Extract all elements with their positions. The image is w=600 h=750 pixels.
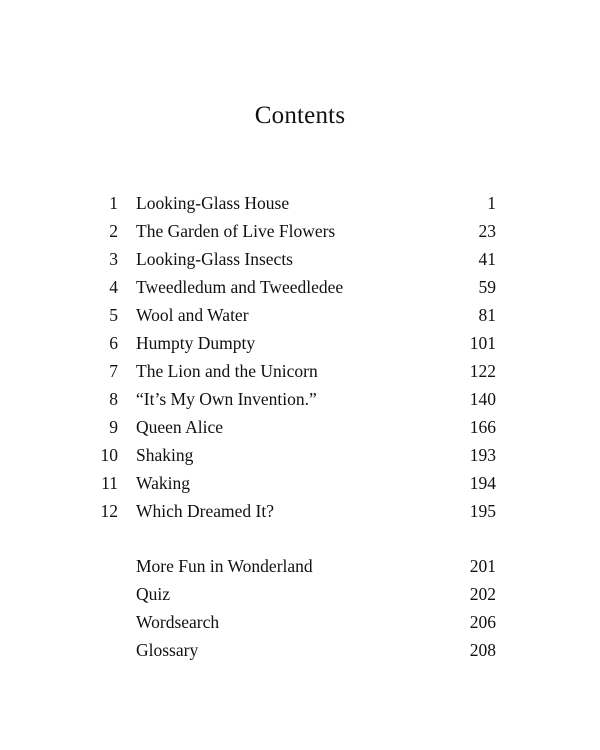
toc-row-chapter-9	[0, 413, 600, 441]
chapter-number: 11	[101, 473, 118, 493]
chapter-number: 5	[109, 305, 118, 325]
page-number: 81	[478, 305, 496, 325]
extra-title: More Fun in Wonderland	[136, 556, 313, 576]
chapter-number: 7	[109, 361, 118, 381]
chapter-title: The Lion and the Unicorn	[136, 361, 318, 381]
page-number: 208	[469, 640, 496, 660]
chapter-title: Tweedledum and Tweedledee	[136, 277, 344, 297]
page-title: Contents	[254, 102, 346, 129]
chapter-title: Looking-Glass House	[136, 193, 290, 213]
toc-row-extra-more-fun	[0, 552, 600, 580]
chapter-number: 2	[109, 221, 118, 241]
page-number: 202	[469, 584, 496, 604]
page-number: 1	[487, 193, 496, 213]
chapter-number: 9	[109, 417, 118, 437]
toc-row-chapter-7	[0, 357, 600, 385]
page-number: 140	[469, 389, 496, 409]
toc-row-extra-wordsearch	[0, 608, 600, 636]
page-number: 194	[469, 473, 496, 493]
toc-row-extra-glossary	[0, 636, 600, 664]
chapter-title: Wool and Water	[136, 305, 249, 325]
extra-title: Quiz	[136, 584, 171, 604]
toc-row-chapter-10	[0, 441, 600, 469]
toc-row-extra-quiz	[0, 580, 600, 608]
page-number: 41	[478, 249, 496, 269]
page-number: 195	[469, 501, 496, 521]
page-number: 23	[478, 221, 496, 241]
chapter-number: 10	[100, 445, 118, 465]
chapter-number: 1	[109, 193, 118, 213]
page-number: 206	[469, 612, 496, 632]
chapter-title: Humpty Dumpty	[136, 333, 256, 353]
extra-title: Wordsearch	[136, 612, 220, 632]
chapter-number: 3	[109, 249, 118, 269]
toc-row-chapter-2	[0, 217, 600, 245]
extra-title: Glossary	[136, 640, 199, 660]
toc-row-chapter-4	[0, 273, 600, 301]
page-number: 201	[469, 556, 496, 576]
chapter-title: Queen Alice	[136, 417, 223, 437]
page-number: 193	[469, 445, 496, 465]
chapter-title: Looking-Glass Insects	[136, 249, 293, 269]
chapter-list	[0, 189, 600, 525]
toc-row-chapter-1	[0, 189, 600, 217]
chapter-number: 6	[109, 333, 118, 353]
page-number: 122	[469, 361, 496, 381]
toc-row-chapter-8	[0, 385, 600, 413]
extras-list	[0, 552, 600, 664]
toc-row-chapter-6	[0, 329, 600, 357]
chapter-title: “It’s My Own Invention.”	[136, 389, 317, 409]
chapter-title: Shaking	[136, 445, 194, 465]
page-number: 59	[478, 277, 496, 297]
toc-row-chapter-12	[0, 497, 600, 525]
chapter-number: 8	[109, 389, 118, 409]
chapter-number: 4	[109, 277, 118, 297]
chapter-number: 12	[100, 501, 118, 521]
toc-row-chapter-11	[0, 469, 600, 497]
toc-row-chapter-5	[0, 301, 600, 329]
page-number: 166	[469, 417, 496, 437]
page-number: 101	[469, 333, 496, 353]
chapter-title: The Garden of Live Flowers	[136, 221, 336, 241]
chapter-title: Waking	[136, 473, 190, 493]
chapter-title: Which Dreamed It?	[136, 501, 274, 521]
toc-row-chapter-3	[0, 245, 600, 273]
